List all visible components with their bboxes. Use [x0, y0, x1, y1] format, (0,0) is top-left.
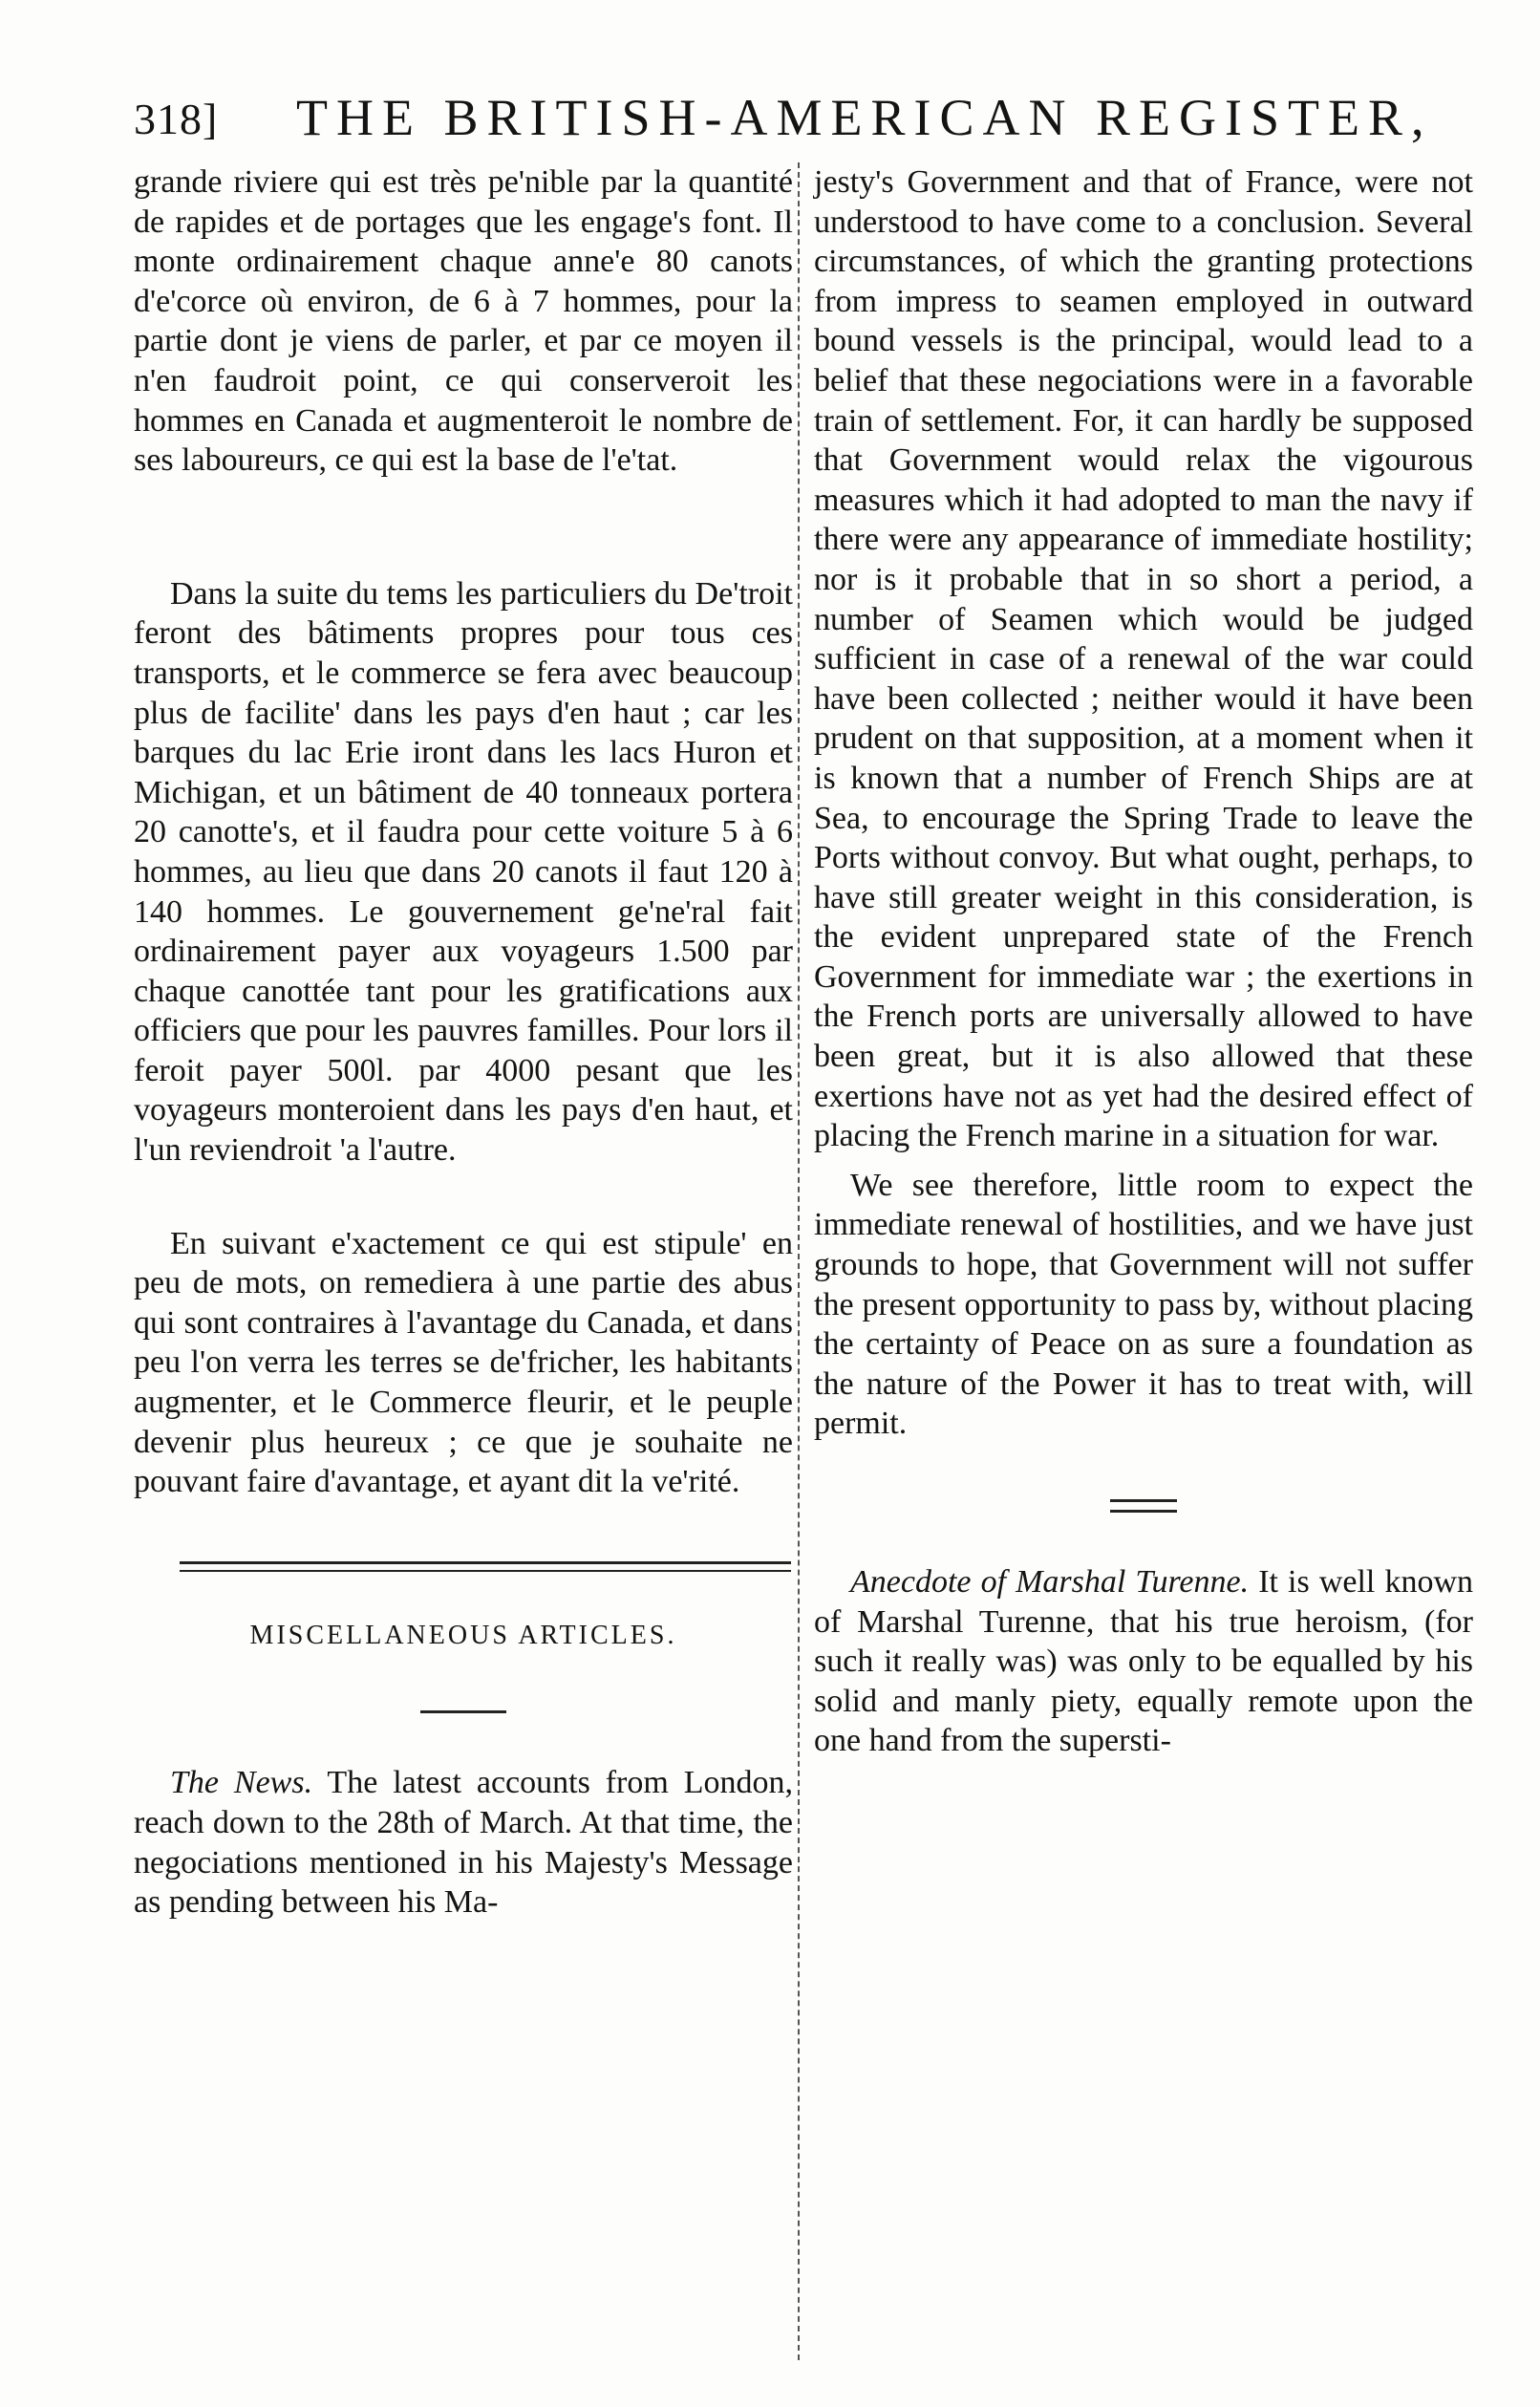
left-paragraph-2: Dans la suite du tems les particuliers du De'troit feront des bâtiments propres pour tous ces transports, et le commerce se fera avec beaucoup plus de facilite' dans les pays d'en haut ; car les barques du lac Erie iront dans les lacs Huron et Michigan, et un bâtiment de 40 tonneaux portera 20 canotte's, et il faudra pour cette voiture 5 à 6 hommes, au lieu que dans 20 canots il faut 120 à 140 hommes. Le gouvernement ge'ne'ral fait ordinairement payer aux voyageurs 1.500 par chaque canottée tant pour les gratifications aux officiers que pour les pauvres familles. Pour lors il feroit payer 500l. par 4000 pesant que les voyageurs monteroient dans les pays d'en haut, et l'un reviendroit 'a l'autre. [134, 575, 793, 1169]
right-paragraph-1: jesty's Government and that of France, were not understood to have come to a conclusion. Several circumstances, of which the granting protections from impress to seamen employed in outward bound vessels is the principal, would lead to a belief that these negociations were in a favorable train of settlement. For, it can hardly be supposed that Government would relax the vigourous measures which it had adopted to man the navy if there were any appearance of immediate hostility; nor is it probable that in so short a period, a number of Seamen which would be judged sufficient in case of a renewal of the war could have been collected ; neither would it have been prudent on that supposition, at a moment when it is known that a number of French Ships are at Sea, to encourage the Spring Trade to leave the Ports without convoy. But what ought, perhaps, to have still greater weight in this consideration, is the evident unprepared state of the French Government for immediate war ; the exertions in the French ports are universally allowed to have been great, but it is also allowed that these exertions have not as yet had the desired effect of placing the French marine in a situation for war. [814, 164, 1473, 1154]
anecdote-text: It is well known of Marshal Turenne, that his true heroism, (for such it really was) was only to be equalled by his solid and manly piety, equally remote upon the one hand from the supersti- [814, 1564, 1473, 1759]
right-column [814, 162, 1473, 1761]
news-text: The latest accounts from London, reach down to the 28th of March. At that time, the negociations mentioned in his Majesty's Message as pending between his Ma- [134, 1765, 794, 1921]
left-paragraph-1: grande riviere qui est très pe'nible par la quantité de rapides et de portages que les engage's font. Il monte ordinairement chaque anne'e 80 canots d'e'corce où environ, de 6 à 7 hommes, pour la partie dont je viens de parler, et par ce moyen il n'en faudroit point, ce qui conserveroit les hommes en Canada et augmenteroit le nombre de ses laboureurs, ce qui est la base de l'e'tat. [134, 164, 793, 479]
paragraph-gap [814, 1156, 1473, 1166]
paragraph-gap [134, 481, 793, 574]
anecdote-paragraph [814, 1562, 1473, 1761]
right-paragraph-2: We see therefore, little room to expect the immediate renewal of hostilities, and we have just grounds to hope, that Government will not suffer the present opportunity to pass by, without placing the certainty of Peace on as sure a foundation as the nature of the Power it has to treat with, will permit. [814, 1167, 1473, 1442]
ornament-rule [1110, 1499, 1177, 1513]
section-rule [180, 1561, 791, 1572]
paragraph-gap [134, 1171, 793, 1224]
left-column [134, 162, 793, 1923]
page-header [134, 88, 1452, 155]
column-divider [798, 162, 800, 2360]
anecdote-title: Anecdote of Marshal Turenne. [850, 1564, 1250, 1600]
heading-rule [420, 1710, 506, 1713]
news-title: The News. [170, 1765, 313, 1801]
section-heading: MISCELLANEOUS ARTICLES. [249, 1620, 677, 1650]
news-paragraph [134, 1763, 793, 1922]
left-paragraph-3: En suivant e'xactement ce qui est stipule' en peu de mots, on remediera à une partie des abus qui sont contraires à l'avantage du Canada, et dans peu l'on verra les terres se de'fricher, les habitants augmenter, et le Commerce fleurir, et le peuple devenir plus heureux ; ce que je souhaite ne pouvant faire d'avantage, et ayant dit la ve'rité. [134, 1225, 793, 1500]
running-title: THE BRITISH-AMERICAN REGISTER, [296, 89, 1433, 146]
page-number: 318] [134, 95, 219, 143]
